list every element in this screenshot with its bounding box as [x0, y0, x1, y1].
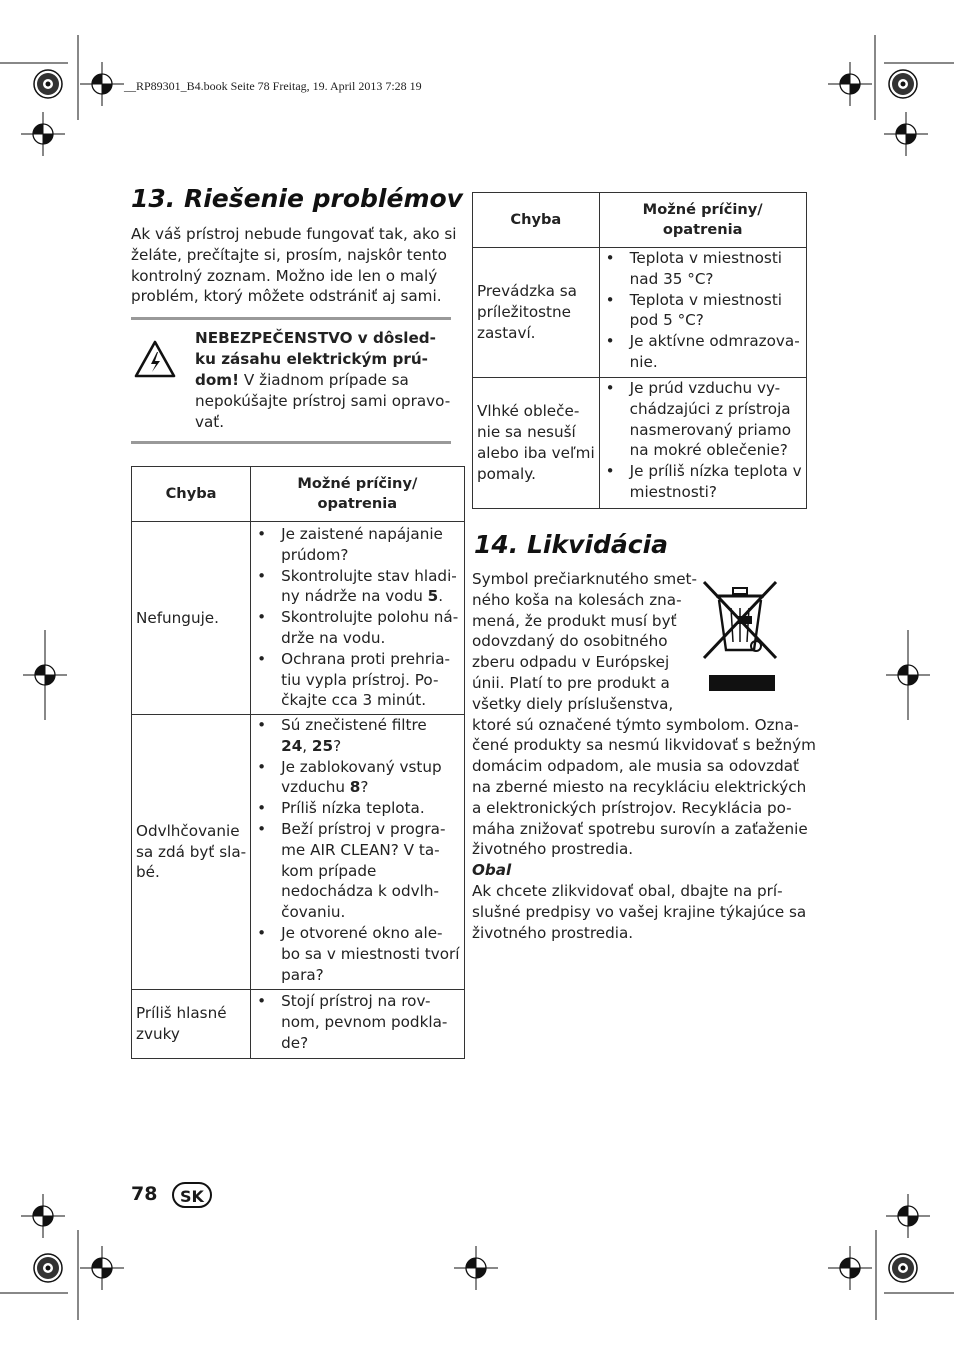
cause-line: na mokré oblečenie?	[629, 441, 788, 460]
header-line: Možné príčiny/	[297, 474, 418, 492]
warning-box	[131, 317, 451, 444]
cause-line: de?	[281, 1033, 309, 1052]
cause-line: ?	[333, 736, 342, 755]
error-text: Prevádzka sa	[477, 282, 577, 301]
disposal-line: mená, že produkt musí byť	[472, 611, 677, 630]
list-item	[600, 378, 802, 461]
cause-line: tiu vypla prístroj. Po-	[281, 670, 439, 689]
cause-line: • Teplota v miestnosti	[629, 290, 782, 309]
list-item	[251, 715, 459, 757]
cause-line: ,	[302, 736, 312, 755]
cause-line: nad 35 °C?	[629, 269, 714, 288]
language-badge: SK	[172, 1182, 212, 1208]
list-item	[251, 524, 459, 566]
list-item	[251, 991, 459, 1053]
error-text: nie sa nesuší	[477, 423, 576, 442]
warning-body-line: nepokúšajte prístroj sami opravo-	[195, 392, 451, 410]
error-text: bé.	[136, 863, 160, 882]
section-14-title: 14. Likvidácia	[474, 530, 669, 559]
disposal-line: máha znižovať spotrebu surovín a zaťaženie	[472, 819, 808, 838]
cause-line: • Skontrolujte polohu ná-	[281, 608, 459, 627]
warning-text	[195, 328, 450, 433]
error-text: alebo iba veľmi	[477, 444, 595, 462]
intro-line: želáte, prečítajte si, prosím, najskôr tento	[131, 245, 447, 264]
obal-line: Ak chcete zlikvidovať obal, dbajte na prí-	[472, 881, 783, 900]
cause-line: vzduchu	[281, 778, 350, 797]
disposal-line: všetky diely príslušenstva,	[472, 694, 674, 713]
cause-line: • Je aktívne odmrazova-	[629, 332, 800, 351]
causes-cell	[599, 378, 806, 509]
list-item	[600, 290, 802, 332]
cause-line: • Je zaistené napájanie	[281, 525, 443, 543]
error-text: pomaly.	[477, 464, 536, 483]
cause-line: prúdom?	[281, 545, 349, 564]
cause-line: miestnosti?	[629, 482, 717, 501]
part-number: 25	[311, 736, 334, 755]
intro-line: problém, ktorý môžete odstrániť aj sami.	[131, 287, 442, 306]
part-number: 5	[427, 587, 439, 606]
error-text: zastaví.	[477, 323, 536, 342]
disposal-line: a elektronických prístrojov. Recyklácia po-	[472, 798, 792, 817]
header-line: opatrenia	[662, 221, 743, 238]
warning-heading-line: ku zásahu elektrickým prú-	[195, 350, 428, 368]
cause-line: bo sa v miestnosti tvorí	[281, 944, 460, 963]
obal-line: životného prostredia.	[472, 923, 634, 942]
list-item	[251, 819, 459, 923]
disposal-line: životného prostredia.	[472, 840, 634, 859]
col-header-causes	[251, 467, 464, 522]
cause-line: ?	[360, 778, 369, 797]
table-row	[132, 990, 465, 1059]
obal-line: slušné predpisy vo vašej krajine týkajúce sa	[472, 902, 807, 921]
cause-line: čkajte cca 3 minút.	[281, 691, 427, 710]
part-number: 24	[281, 736, 303, 755]
cause-line: • Sú znečistené filtre	[281, 716, 427, 734]
col-header-causes	[599, 193, 806, 248]
disposal-line: ného koša na kolesách zna-	[472, 590, 682, 609]
troubleshooting-table-left	[131, 466, 465, 1059]
cause-line: nie.	[629, 352, 658, 371]
error-text: Nefunguje.	[136, 608, 219, 627]
error-text: zvuky	[136, 1025, 180, 1043]
error-text: Príliš hlasné	[136, 1004, 227, 1023]
table-row	[132, 715, 465, 990]
troubleshooting-table-right	[472, 192, 807, 509]
causes-cell	[251, 715, 464, 990]
page-number: 78	[131, 1183, 158, 1205]
cause-line: • Je otvorené okno ale-	[281, 923, 443, 942]
list-item	[251, 649, 459, 711]
disposal-line: ktoré sú označené týmto symbolom. Ozna-	[472, 715, 799, 734]
cause-line: • Ochrana proti prehria-	[281, 649, 450, 668]
intro-line: Ak váš prístroj nebude fungovať tak, ako si	[131, 225, 457, 243]
disposal-line: domácim odpadom, ale musia sa odovzdať	[472, 757, 800, 776]
list-item	[251, 566, 459, 608]
disposal-line: únii. Platí to pre produkt a	[472, 673, 670, 692]
cause-line: chádzajúci z prístroja	[629, 399, 791, 418]
error-cell	[132, 715, 251, 990]
col-header-error: Chyba	[473, 193, 600, 248]
disposal-line: na zberné miesto na recykláciu elektrických	[472, 777, 807, 796]
cause-line: drže na vodu.	[281, 628, 386, 647]
error-cell	[473, 248, 600, 378]
intro-line: kontrolný zoznam. Možno ide len o malý	[131, 266, 438, 285]
cause-line: nom, pevnom podkla-	[281, 1012, 448, 1031]
electric-hazard-warning-icon	[134, 340, 176, 378]
cause-line: kom prípade	[281, 861, 377, 880]
list-item	[251, 607, 459, 649]
list-item	[600, 461, 802, 503]
col-header-error: Chyba	[132, 467, 251, 522]
causes-cell	[251, 990, 464, 1059]
list-item	[600, 248, 802, 290]
cause-line: čovaniu.	[281, 903, 346, 922]
cause-line: • Je prúd vzduchu vy-	[629, 379, 781, 397]
table-row	[473, 248, 807, 378]
warning-heading-line: NEBEZPEČENSTVO v dôsled-	[195, 329, 436, 347]
error-text: Vlhké obleče-	[477, 402, 580, 421]
error-cell	[473, 378, 600, 509]
warning-body-line: vať.	[195, 413, 225, 431]
section-13-intro	[131, 224, 456, 307]
list-item	[600, 331, 802, 373]
table-header-row	[473, 193, 807, 248]
cause-line: • Je príliš nízka teplota v	[629, 462, 802, 481]
obal-heading: Obal	[472, 861, 512, 880]
list-item	[251, 798, 459, 819]
table-header-row	[132, 467, 465, 522]
warning-heading-line: dom!	[195, 371, 240, 389]
causes-cell	[599, 248, 806, 378]
header-line: opatrenia	[317, 495, 398, 512]
section-13-title: 13. Riešenie problémov	[131, 184, 463, 213]
cause-line: • Príliš nízka teplota.	[281, 799, 425, 818]
list-item	[251, 757, 459, 799]
cause-line: me AIR CLEAN? V ta-	[281, 840, 440, 859]
table-row	[132, 522, 465, 715]
cause-line: .	[438, 587, 444, 606]
error-cell	[132, 522, 251, 715]
cause-line: • Teplota v miestnosti	[629, 249, 782, 267]
print-header: __RP89301_B4.book Seite 78 Freitag, 19. April 2013 7:28 19	[124, 79, 422, 93]
error-text: príležitostne	[477, 303, 571, 322]
cause-line: • Beží prístroj v progra-	[281, 819, 446, 838]
list-item	[251, 923, 459, 985]
table-row	[473, 378, 807, 509]
disposal-line: zberu odpadu v Európskej	[472, 653, 670, 672]
error-text: sa zdá byť sla-	[136, 842, 247, 861]
cause-line: • Stojí prístroj na rov-	[281, 992, 431, 1010]
header-line: Možné príčiny/	[642, 200, 763, 218]
disposal-line: odovzdaný do osobitného	[472, 632, 668, 651]
cause-line: nasmerovaný priamo	[629, 420, 792, 439]
cause-line: pod 5 °C?	[629, 311, 704, 330]
error-text: Odvlhčovanie	[136, 821, 240, 840]
warning-body: V žiadnom prípade sa	[239, 371, 409, 389]
error-cell	[132, 990, 251, 1059]
disposal-line: Symbol prečiarknutého smet-	[472, 570, 697, 588]
part-number: 8	[349, 778, 361, 797]
cause-line: • Je zablokovaný vstup	[281, 757, 442, 776]
causes-cell	[251, 522, 464, 715]
crossed-out-wheelie-bin-icon	[700, 578, 780, 694]
disposal-line: čené produkty sa nesmú likvidovať s bežným	[472, 736, 816, 755]
cause-line: • Skontrolujte stav hladi-	[281, 566, 457, 585]
cause-line: para?	[281, 965, 324, 984]
cause-line: nedochádza k odvlh-	[281, 882, 439, 901]
cause-line: ny nádrže na vodu	[281, 587, 428, 606]
